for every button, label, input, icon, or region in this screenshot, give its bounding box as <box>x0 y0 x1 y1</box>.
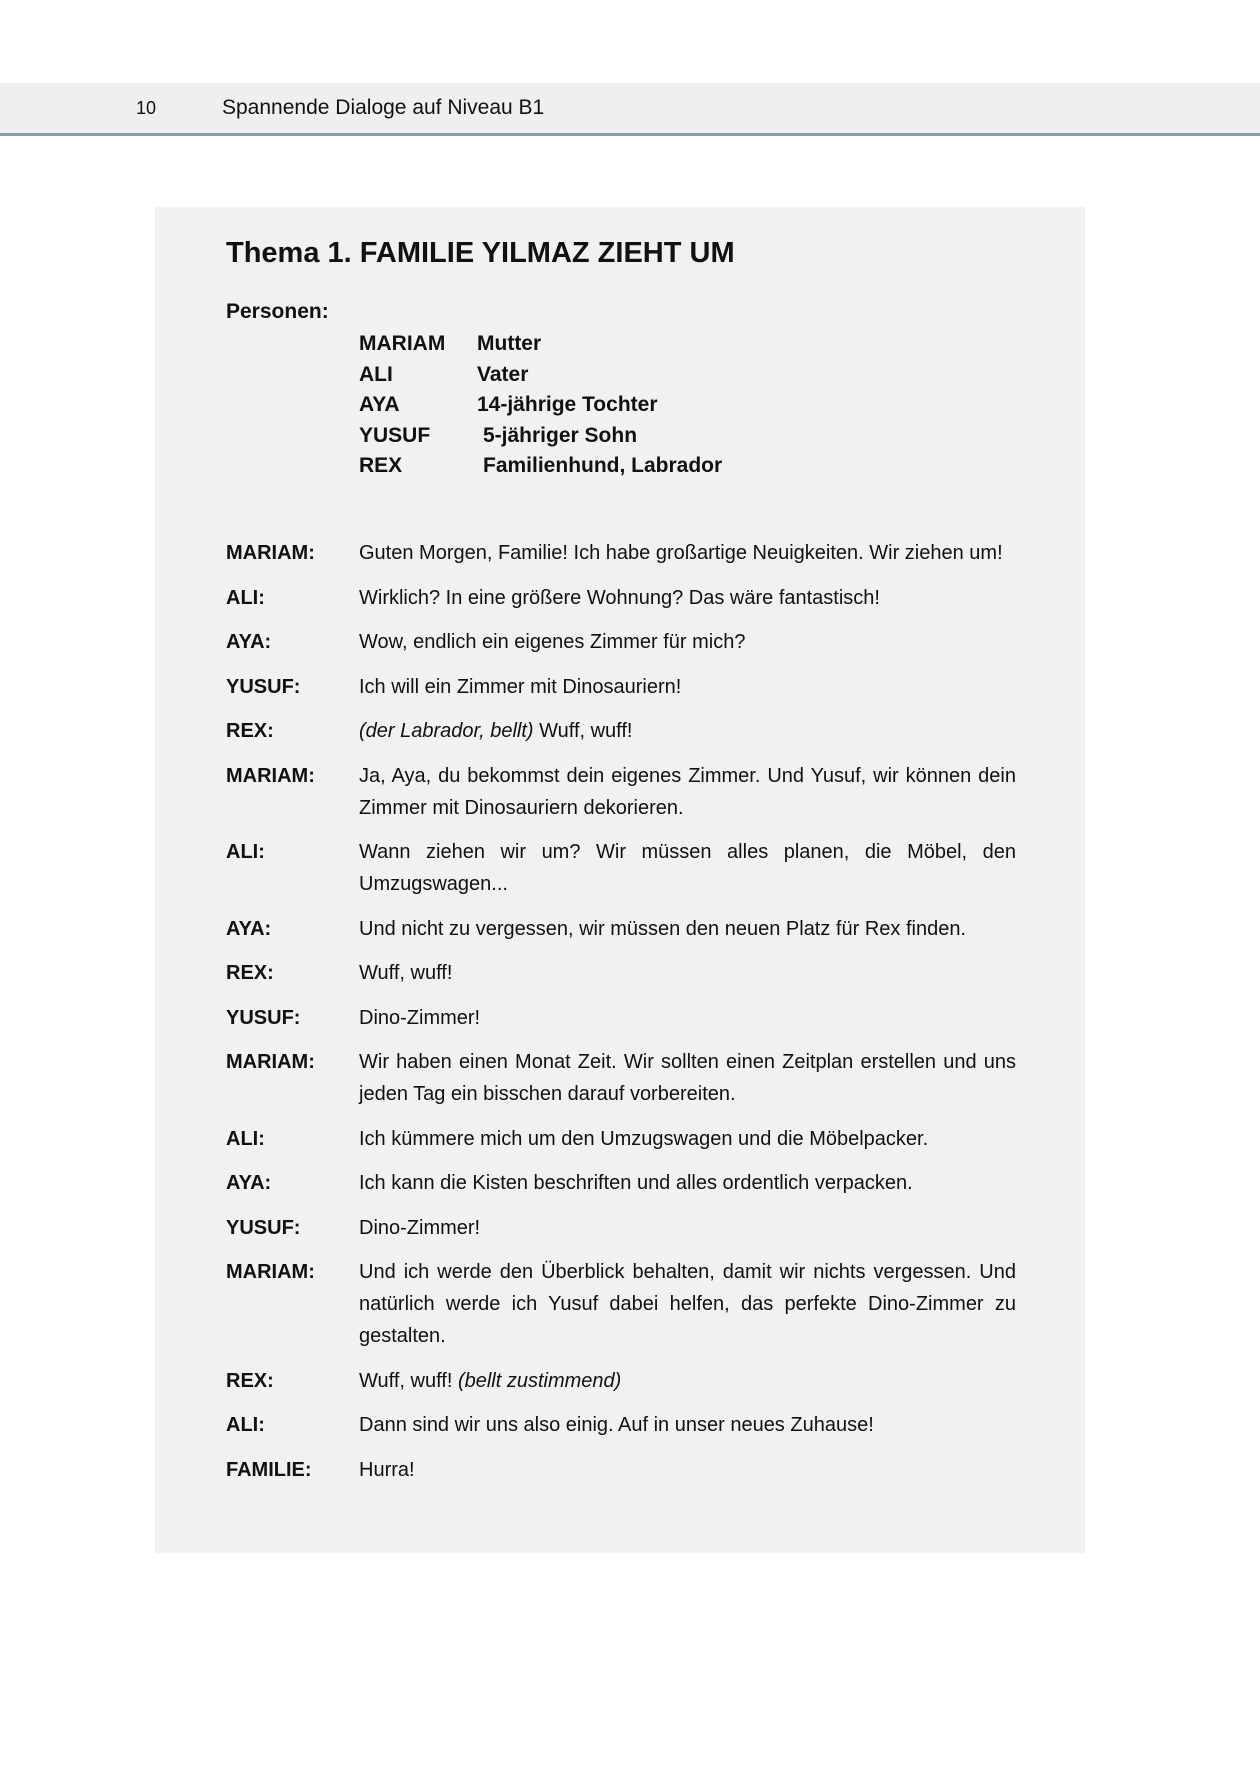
speaker-name: AYA: <box>226 631 272 653</box>
speaker-name: ALI: <box>226 841 265 863</box>
speech-text-part: Und nicht zu vergessen, wir müssen den neuen Platz für Rex finden. <box>359 917 966 940</box>
dialogue-line <box>226 957 1016 989</box>
speech-text <box>359 1454 1016 1486</box>
dialogue-line <box>226 1002 1016 1034</box>
person-role: Mutter <box>477 332 542 355</box>
speech-text-part: Wuff, wuff! <box>359 1369 458 1392</box>
speech-text-part: Wuff, wuff! <box>533 720 633 742</box>
person-row-yusuf <box>359 421 859 452</box>
person-role: Familienhund, Labrador <box>483 454 723 477</box>
speech-text <box>359 537 1016 569</box>
stage-direction: (bellt zustimmend) <box>457 1369 622 1392</box>
speaker-name: MARIAM: <box>226 542 315 564</box>
dialogue-line <box>226 1167 1016 1199</box>
speech-text <box>359 957 1016 989</box>
speech-text <box>359 1365 1016 1397</box>
person-name: YUSUF <box>359 423 431 447</box>
dialogue-line <box>226 760 1016 824</box>
speaker-name: ALI: <box>226 586 265 609</box>
speaker-name: MARIAM: <box>226 1051 315 1073</box>
speaker-name: REX: <box>226 962 274 984</box>
speaker-name: AYA: <box>226 1172 272 1194</box>
person-row-aya <box>359 390 859 421</box>
speech-text <box>359 1002 1016 1034</box>
speech-text-part: Wow, endlich ein eigenes Zimmer für mich? <box>359 631 746 653</box>
speaker-name: YUSUF: <box>226 1216 301 1239</box>
dialogue-list <box>226 537 1016 1498</box>
dialogue-line <box>226 537 1016 569</box>
speech-text-part: Ich will ein Zimmer mit Dinosauriern! <box>359 675 682 698</box>
speech-text <box>359 671 1016 703</box>
person-name: AYA <box>359 393 400 416</box>
persons-list <box>359 329 859 482</box>
speaker-name: YUSUF: <box>226 1006 301 1029</box>
page-number: 10 <box>136 98 157 118</box>
dialogue-line <box>226 836 1016 900</box>
person-role: 5-jähriger Sohn <box>483 423 638 447</box>
speech-text <box>359 626 1016 658</box>
person-role: 14-jährige Tochter <box>477 393 658 416</box>
speech-text <box>359 1123 1016 1155</box>
dialogue-line <box>226 715 1016 747</box>
speech-text-part: Wuff, wuff! <box>359 962 453 984</box>
speech-text-part: Dann sind wir uns also einig. Auf in unser neues Zuhause! <box>359 1414 874 1436</box>
dialogue-line <box>226 1256 1016 1352</box>
person-role: Vater <box>477 362 529 386</box>
person-row-ali <box>359 360 859 391</box>
dialogue-line <box>226 582 1016 614</box>
speech-text <box>359 760 1016 824</box>
speaker-name: REX: <box>226 720 274 742</box>
dialogue-line <box>226 913 1016 945</box>
dialogue-line <box>226 1454 1016 1486</box>
speaker-name: MARIAM: <box>226 764 315 787</box>
speech-text <box>359 836 1016 900</box>
speaker-name: ALI: <box>226 1127 265 1150</box>
speech-text-part: Ja, Aya, du bekommst dein eigenes Zimmer. Und Yusuf, wir können dein Zimmer mit Dinosauriern dekorieren. <box>359 764 1016 819</box>
dialogue-line <box>226 1212 1016 1244</box>
speaker-name: YUSUF: <box>226 675 301 698</box>
dialogue-line <box>226 671 1016 703</box>
dialogue-box <box>155 207 1085 1553</box>
speech-text-part: Wann ziehen wir um? Wir müssen alles planen, die Möbel, den Umzugswagen... <box>359 841 1016 895</box>
speaker-name: MARIAM: <box>226 1261 315 1283</box>
person-name: MARIAM <box>359 332 446 355</box>
speech-text <box>359 1409 1016 1441</box>
speech-text <box>359 913 1016 945</box>
speaker-name: FAMILIE: <box>226 1458 312 1481</box>
speech-text <box>359 1212 1016 1244</box>
speaker-name: REX: <box>226 1369 274 1392</box>
running-header <box>0 83 1260 136</box>
speech-text-part: Dino-Zimmer! <box>359 1216 481 1239</box>
dialogue-line <box>226 1365 1016 1397</box>
person-row-rex <box>359 451 859 482</box>
dialogue-line <box>226 626 1016 658</box>
speech-text-part: Hurra! <box>359 1458 415 1481</box>
person-name: ALI <box>359 362 393 386</box>
person-row-mariam <box>359 329 859 360</box>
speech-text <box>359 1167 1016 1199</box>
speech-text-part: Und ich werde den Überblick behalten, damit wir nichts vergessen. Und natürlich werde ich Yusuf dabei helfen, das perfekte Dino-Zimmer zu gestalten. <box>359 1261 1016 1347</box>
stage-direction: (der Labrador, bellt) <box>359 720 534 742</box>
speaker-name: ALI: <box>226 1414 265 1436</box>
dialogue-line <box>226 1409 1016 1441</box>
speaker-name: AYA: <box>226 917 272 940</box>
dialogue-line <box>226 1123 1016 1155</box>
speech-text-part: Wir haben einen Monat Zeit. Wir sollten einen Zeitplan erstellen und uns jeden Tag ein bisschen darauf vorbereiten. <box>359 1051 1016 1105</box>
dialogue-line <box>226 1046 1016 1110</box>
persons-label: Personen: <box>226 300 329 323</box>
speech-text <box>359 1256 1016 1352</box>
speech-text-part: Guten Morgen, Familie! Ich habe großartige Neuigkeiten. Wir ziehen um! <box>359 542 1003 564</box>
speech-text <box>359 715 1016 747</box>
speech-text-part: Wirklich? In eine größere Wohnung? Das wäre fantastisch! <box>359 586 880 609</box>
speech-text-part: Ich kann die Kisten beschriften und alles ordentlich verpacken. <box>359 1172 913 1194</box>
speech-text <box>359 582 1016 614</box>
topic-title: Thema 1. FAMILIE YILMAZ ZIEHT UM <box>226 237 735 269</box>
speech-text <box>359 1046 1016 1110</box>
book-title: Spannende Dialoge auf Niveau B1 <box>222 96 545 119</box>
speech-text-part: Ich kümmere mich um den Umzugswagen und die Möbelpacker. <box>359 1127 929 1150</box>
speech-text-part: Dino-Zimmer! <box>359 1006 481 1029</box>
person-name: REX <box>359 454 403 477</box>
